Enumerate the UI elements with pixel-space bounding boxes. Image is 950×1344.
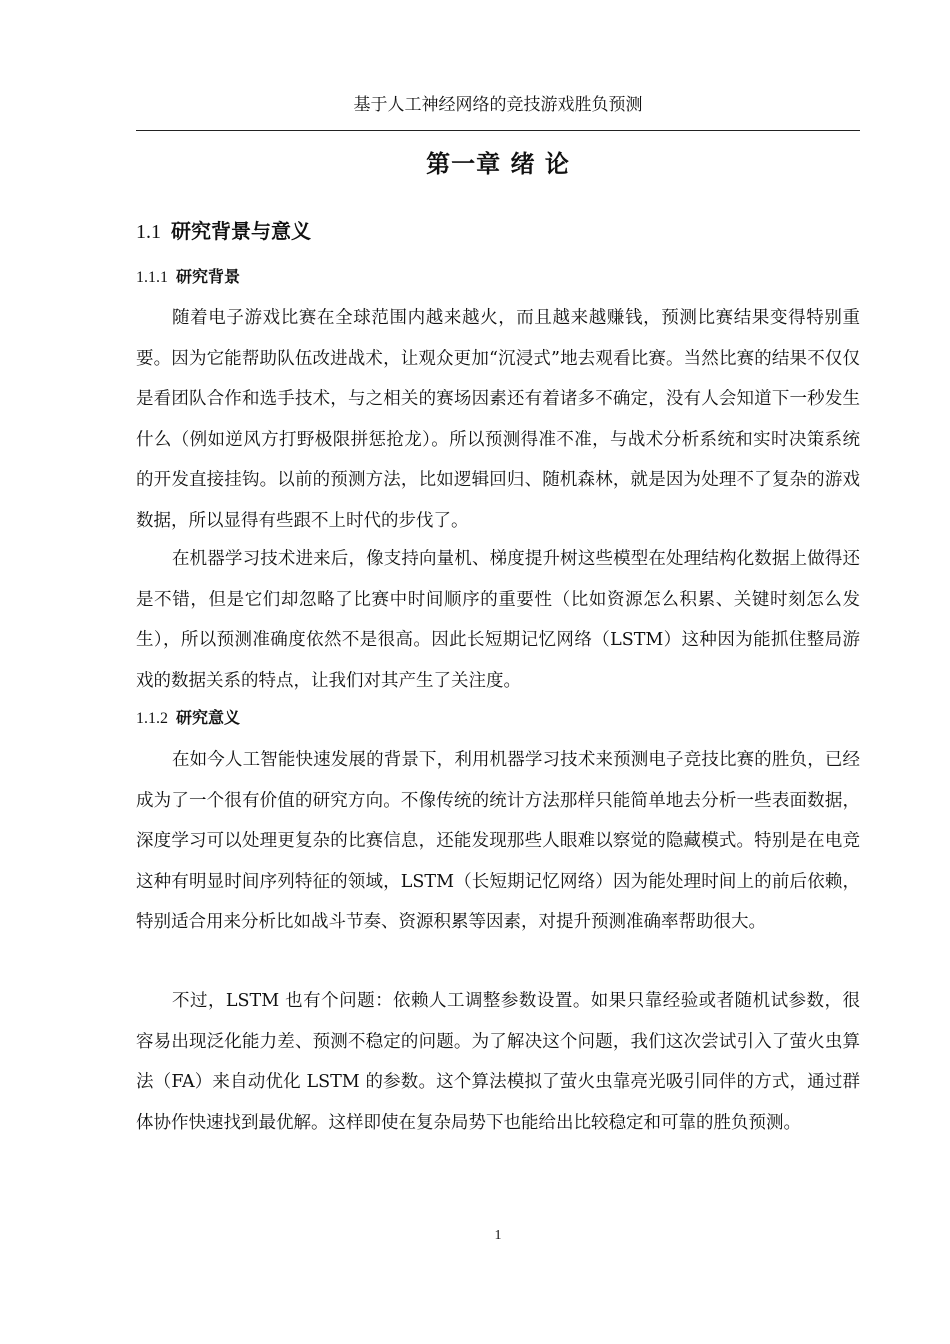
subsection-title: 研究背景 — [176, 267, 241, 286]
section-number: 1.1 — [136, 221, 161, 243]
subsection-title: 研究意义 — [176, 708, 241, 727]
paragraph-background-2: 在机器学习技术进来后，像支持向量机、梯度提升树这些模型在处理结构化数据上做得还是不错，但是它们却忽略了比赛中时间顺序的重要性（比如资源怎么积累、关键时刻怎么发生），所以预测准确度依然不是很高。因此长短期记忆网络（LSTM）这种因为能抓住整局游戏的数据关系的特点，让我们对其产生了关注度。 — [136, 549, 860, 691]
paragraph-background-1: 随着电子游戏比赛在全球范围内越来越火，而且越来越赚钱，预测比赛结果变得特别重要。因为它能帮助队伍改进战术，让观众更加“沉浸式”地去观看比赛。当然比赛的结果不仅仅是看团队合作和选手技术，与之相关的赛场因素还有着诸多不确定，没有人会知道下一秒发生什么（例如逆风方打野极限拼惩抢龙）。所以预测得准不准，与战术分析系统和实时决策系统的开发直接挂钩。以前的预测方法，比如逻辑回归、随机森林，就是因为处理不了复杂的游戏数据，所以显得有些跟不上时代的步伐了。 — [136, 308, 860, 531]
section-heading-1-1 — [136, 216, 860, 247]
header-divider — [136, 130, 860, 131]
subsection-heading-1-1-2 — [136, 706, 860, 731]
chapter-title: 第一章 绪 论 — [426, 150, 570, 178]
subsection-heading-1-1-1 — [136, 265, 860, 290]
section-title: 研究背景与意义 — [171, 219, 311, 243]
running-header: 基于人工神经网络的竞技游戏胜负预测 — [353, 95, 643, 115]
paragraph-significance-2: 不过，LSTM 也有个问题：依赖人工调整参数设置。如果只靠经验或者随机试参数，很容易出现泛化能力差、预测不稳定的问题。为了解决这个问题，我们这次尝试引入了萤火虫算法（FA）来自动优化 LSTM 的参数。这个算法模拟了萤火虫靠亮光吸引同伴的方式，通过群体协作快速找到最优解。这样即使在复杂局势下也能给出比较稳定和可靠的胜负预测。 — [136, 991, 860, 1133]
paragraph-significance-1: 在如今人工智能快速发展的背景下，利用机器学习技术来预测电子竞技比赛的胜负，已经成为了一个很有价值的研究方向。不像传统的统计方法那样只能简单地去分析一些表面数据，深度学习可以处理更复杂的比赛信息，还能发现那些人眼难以察觉的隐藏模式。特别是在电竞这种有明显时间序列特征的领域，LSTM（长短期记忆网络）因为能处理时间上的前后依赖，特别适合用来分析比如战斗节奏、资源积累等因素，对提升预测准确率帮助很大。 — [136, 750, 860, 932]
page-number: 1 — [494, 1228, 502, 1243]
subsection-number: 1.1.1 — [136, 269, 168, 286]
subsection-number: 1.1.2 — [136, 710, 168, 727]
